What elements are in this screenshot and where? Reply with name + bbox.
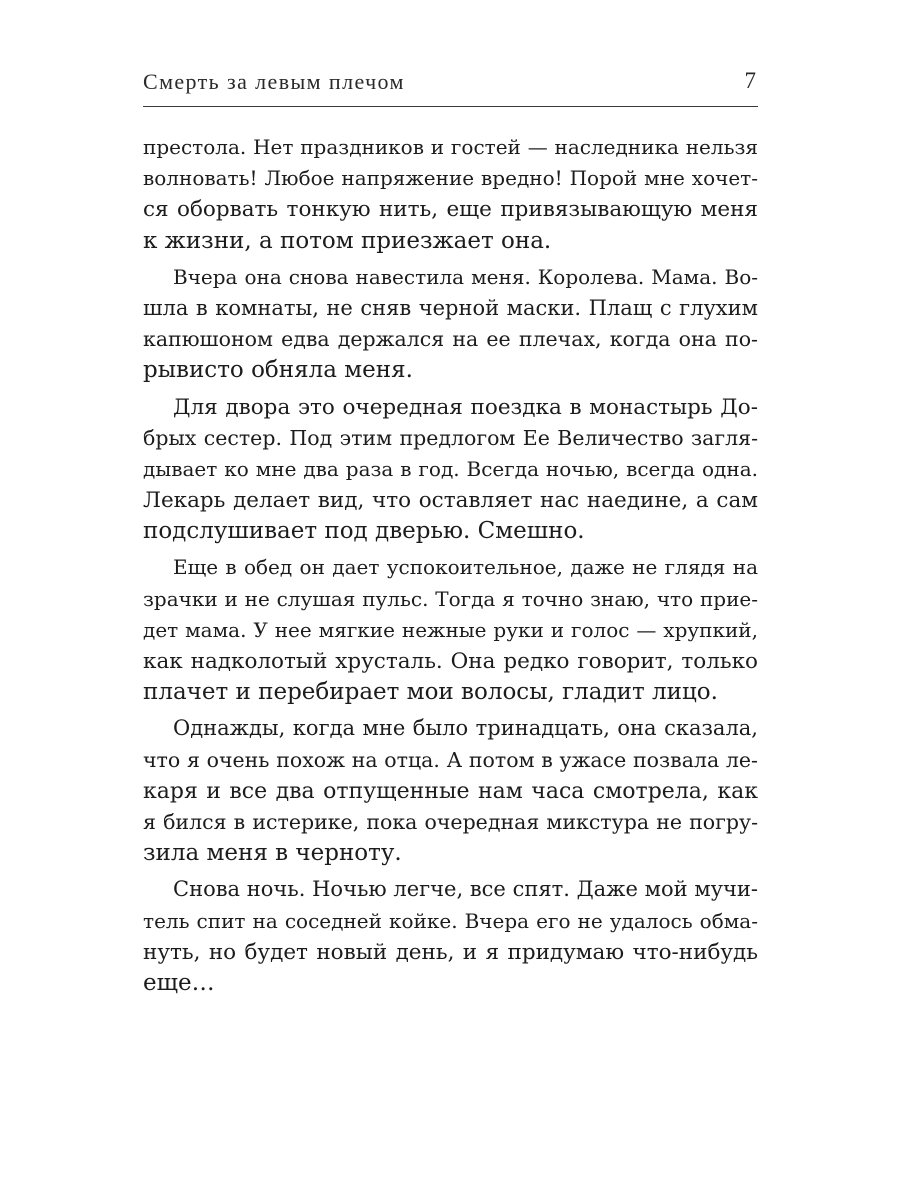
text-line: Снова ночь. Ночью легче, все спят. Даже мой мучи- <box>173 877 758 902</box>
text-line: Для двора это очередная поездка в монастырь До- <box>173 394 758 420</box>
text-line: волновать! Любое напряжение вредно! Порой мне хочет- <box>143 166 758 191</box>
paragraph <box>143 262 758 387</box>
text-line: тель спит на соседней койке. Вчера его не удалось обма- <box>143 908 758 933</box>
text-line: Еще в обед он дает успокоительное, даже не глядя на <box>173 555 758 580</box>
text-line: подслушивает под дверью. Смешно. <box>143 518 585 545</box>
text-line: еще… <box>143 969 215 996</box>
text-line: нуть, но будет новый день, и я придумаю что-нибудь <box>143 939 758 965</box>
text-line: Вчера она снова навестила меня. Королева. Мама. Во- <box>173 264 758 289</box>
text-line: дывает ко мне два раза в год. Всегда ночью, всегда одна. <box>143 456 758 481</box>
text-line: рывисто обняла меня. <box>143 357 413 384</box>
text-line: престола. Нет праздников и гостей — наследника нельзя <box>143 135 758 159</box>
header-rule <box>143 106 758 107</box>
text-line: зрачки и не слушая пульс. Тогда я точно знаю, что прие- <box>143 586 758 611</box>
text-line: ся оборвать тонкую нить, еще привязывающую меня <box>143 197 758 223</box>
text-line: зила меня в черноту. <box>143 840 402 867</box>
running-head <box>143 66 758 106</box>
text-line: к жизни, а потом приезжает она. <box>143 227 552 254</box>
text-line: Однажды, когда мне было тринадцать, она сказала, <box>173 716 758 741</box>
paragraph <box>143 874 758 999</box>
running-title: Смерть за левым плечом <box>143 69 405 94</box>
text-line: каря и все два отпущенные нам часа смотрела, как <box>143 778 758 804</box>
paragraph <box>143 392 758 548</box>
text-line: что я очень похож на отца. А потом в ужасе позвала ле- <box>143 747 758 772</box>
paragraph <box>143 713 758 869</box>
text-line: брых сестер. Под этим предлогом Ее Величество загля- <box>143 425 758 450</box>
text-line: шла в комнаты, не сняв черной маски. Плащ с глухим <box>143 295 758 320</box>
text-line: Лекарь делает вид, что оставляет нас наедине, а сам <box>143 488 758 514</box>
paragraph <box>143 552 758 708</box>
text-line: как надколотый хрусталь. Она редко говорит, только <box>143 649 758 674</box>
text-line: плачет и перебирает мои волосы, гладит лицо. <box>143 679 718 706</box>
paragraph <box>143 132 758 257</box>
text-line: я бился в истерике, пока очередная микстура не погру- <box>143 809 758 834</box>
page-number: 7 <box>744 68 756 93</box>
body-text <box>143 132 758 999</box>
text-line: дет мама. У нее мягкие нежные руки и голос — хрупкий, <box>143 617 758 642</box>
text-line: капюшоном едва держался на ее плечах, когда она по- <box>143 327 758 352</box>
